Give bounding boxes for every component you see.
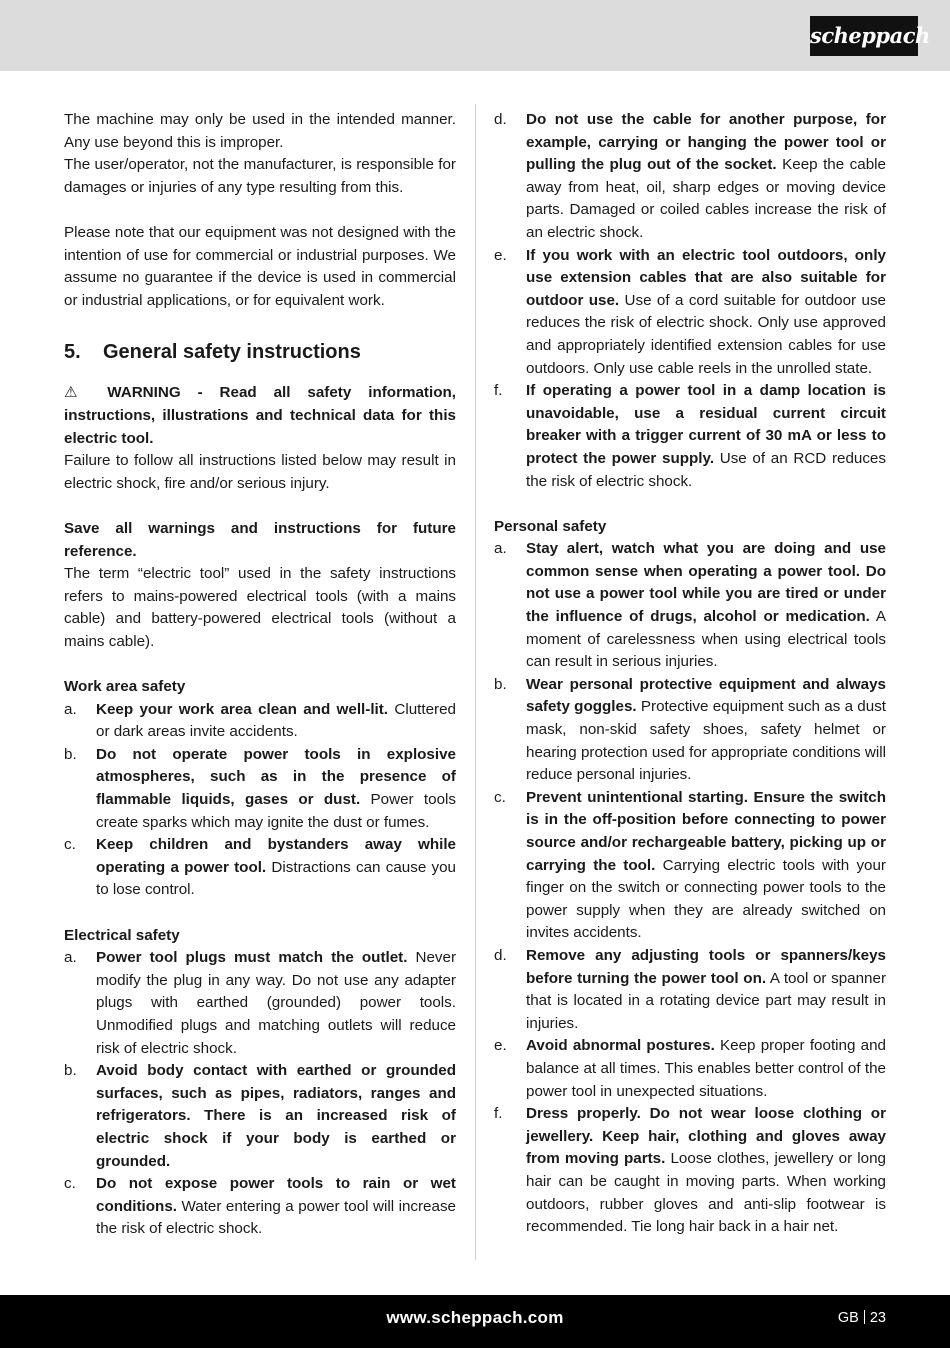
list-item: b. Wear personal protective equipment and always safety goggles. Protective equipment such as a dust mask, non-skid safety shoes, safety helmet or hearing protection used for appropriate conditions will reduce personal injuries. bbox=[494, 675, 887, 784]
column-divider bbox=[475, 104, 476, 1260]
warning-triangle-icon: ⚠ bbox=[64, 384, 91, 402]
intro-paragraph-2: The user/operator, not the manufacturer, is responsible for damages or injuries of any type resulting from this. bbox=[64, 156, 456, 196]
list-item: c. Do not expose power tools to rain or wet conditions. Water entering a power tool will increase the risk of electric shock. bbox=[64, 1175, 456, 1238]
left-column bbox=[64, 109, 456, 1241]
list-item: a. Power tool plugs must match the outlet. Never modify the plug in any way. Do not use any adapter plugs with earthed (grounded) power tools. Unmodified plugs and matching outlets will reduce risk of electric shock. bbox=[64, 949, 456, 1057]
section-heading bbox=[64, 337, 456, 367]
section-title: General safety instructions bbox=[103, 341, 361, 364]
list-item: b. Do not operate power tools in explosive atmospheres, such as in the presence of flammable liquids, gases or dust. Power tools create sparks which may ignite the dust or fumes. bbox=[64, 745, 457, 831]
save-heading: Save all warnings and instructions for future reference. bbox=[64, 519, 456, 560]
list-item: e. Avoid abnormal postures. Keep proper footing and balance at all times. This enables better control of the power tool in unexpected situations. bbox=[494, 1037, 886, 1100]
list-item: f. If operating a power tool in a damp location is unavoidable, use a residual current circuit breaker with a trigger current of 30 mA or less to protect the power supply. Use of an RCD reduces the risk of electric shock. bbox=[494, 382, 886, 490]
language-code: GB bbox=[837, 1310, 859, 1326]
list-item: e. If you work with an electric tool outdoors, only use extension cables that are also suitable for outdoor use. Use of a cord suitable for outdoor use reduces the risk of electric shock. Only use approved and appropriately identified extension cables for use outdoors. Only use cable reels in the unrolled state. bbox=[494, 246, 886, 377]
personal-title: Personal safety bbox=[494, 517, 607, 535]
intro-paragraph-1: The machine may only be used in the intended manner. Any use beyond this is improper. bbox=[64, 111, 456, 151]
warning-bold: WARNING - Read all safety information, instructions, illustrations and technical data for this electric tool. bbox=[64, 384, 456, 447]
page-number: 23 bbox=[869, 1310, 886, 1326]
footer-bar bbox=[0, 1295, 950, 1348]
list-item: b. Avoid body contact with earthed or grounded surfaces, such as pipes, radiators, ranges and refrigerators. There is an increased risk of electric shock if your body is earthed or grounded. bbox=[64, 1062, 456, 1170]
page-indicator bbox=[838, 1310, 886, 1326]
list-item: c. Prevent unintentional starting. Ensure the switch is in the off-position before connecting to power source and/or rechargeable battery, picking up or carrying the tool. Carrying electric tools with your finger on the switch or connecting power tools to the power supply when they are already switched on invites accidents. bbox=[494, 788, 886, 942]
electrical-title: Electrical safety bbox=[64, 926, 180, 944]
warning-paragraph bbox=[64, 382, 456, 450]
list-item: f. Dress properly. Do not wear loose clothing or jewellery. Keep hair, clothing and gloves away from moving parts. Loose clothes, jewellery or long hair can be caught in moving parts. When working outdoors, rubber gloves and anti-slip footwear is recommended. Tie long hair back in a hair net. bbox=[494, 1105, 886, 1236]
section-number: 5. bbox=[64, 341, 81, 364]
list-item: c. Keep children and bystanders away while operating a power tool. Distractions can cause you to lose control. bbox=[64, 836, 457, 899]
save-text: The term “electric tool” used in the safety instructions refers to mains-powered electrical tools (with a mains cable) and battery-powered electrical tools (without a mains cable). bbox=[64, 565, 456, 650]
intro-paragraph-3: Please note that our equipment was not designed with the intention of use for commercial or industrial purposes. We assume no guarantee if the device is used in commercial or industrial applications, or for equivalent work. bbox=[64, 223, 456, 309]
list-item: d. Do not use the cable for another purpose, for example, carrying or hanging the power tool or pulling the plug out of the socket. Keep the cable away from heat, oil, sharp edges or moving device parts. Damaged or coiled cables increase the risk of an electric shock. bbox=[494, 111, 886, 241]
right-column bbox=[494, 109, 886, 1239]
page-separator bbox=[864, 1310, 865, 1324]
list-item: a. Keep your work area clean and well-lit. Cluttered or dark areas invite accidents. bbox=[64, 700, 456, 741]
brand-logo: scheppach bbox=[810, 16, 918, 56]
list-item: d. Remove any adjusting tools or spanners/keys before turning the power tool on. A tool or spanner that is located in a rotating device part may result in injuries. bbox=[494, 946, 886, 1032]
work-area-title: Work area safety bbox=[64, 678, 186, 696]
list-item: a. Stay alert, watch what you are doing and use common sense when operating a power tool. Do not use a power tool while you are tired or under the influence of drugs, alcohol or medication. A moment of carelessness when using electrical tools can result in serious injuries. bbox=[494, 540, 886, 671]
website-link[interactable]: www.scheppach.com bbox=[386, 1308, 564, 1327]
warning-text: Failure to follow all instructions listed below may result in electric shock, fire and/or serious injury. bbox=[64, 452, 456, 492]
header-bar bbox=[0, 0, 950, 71]
